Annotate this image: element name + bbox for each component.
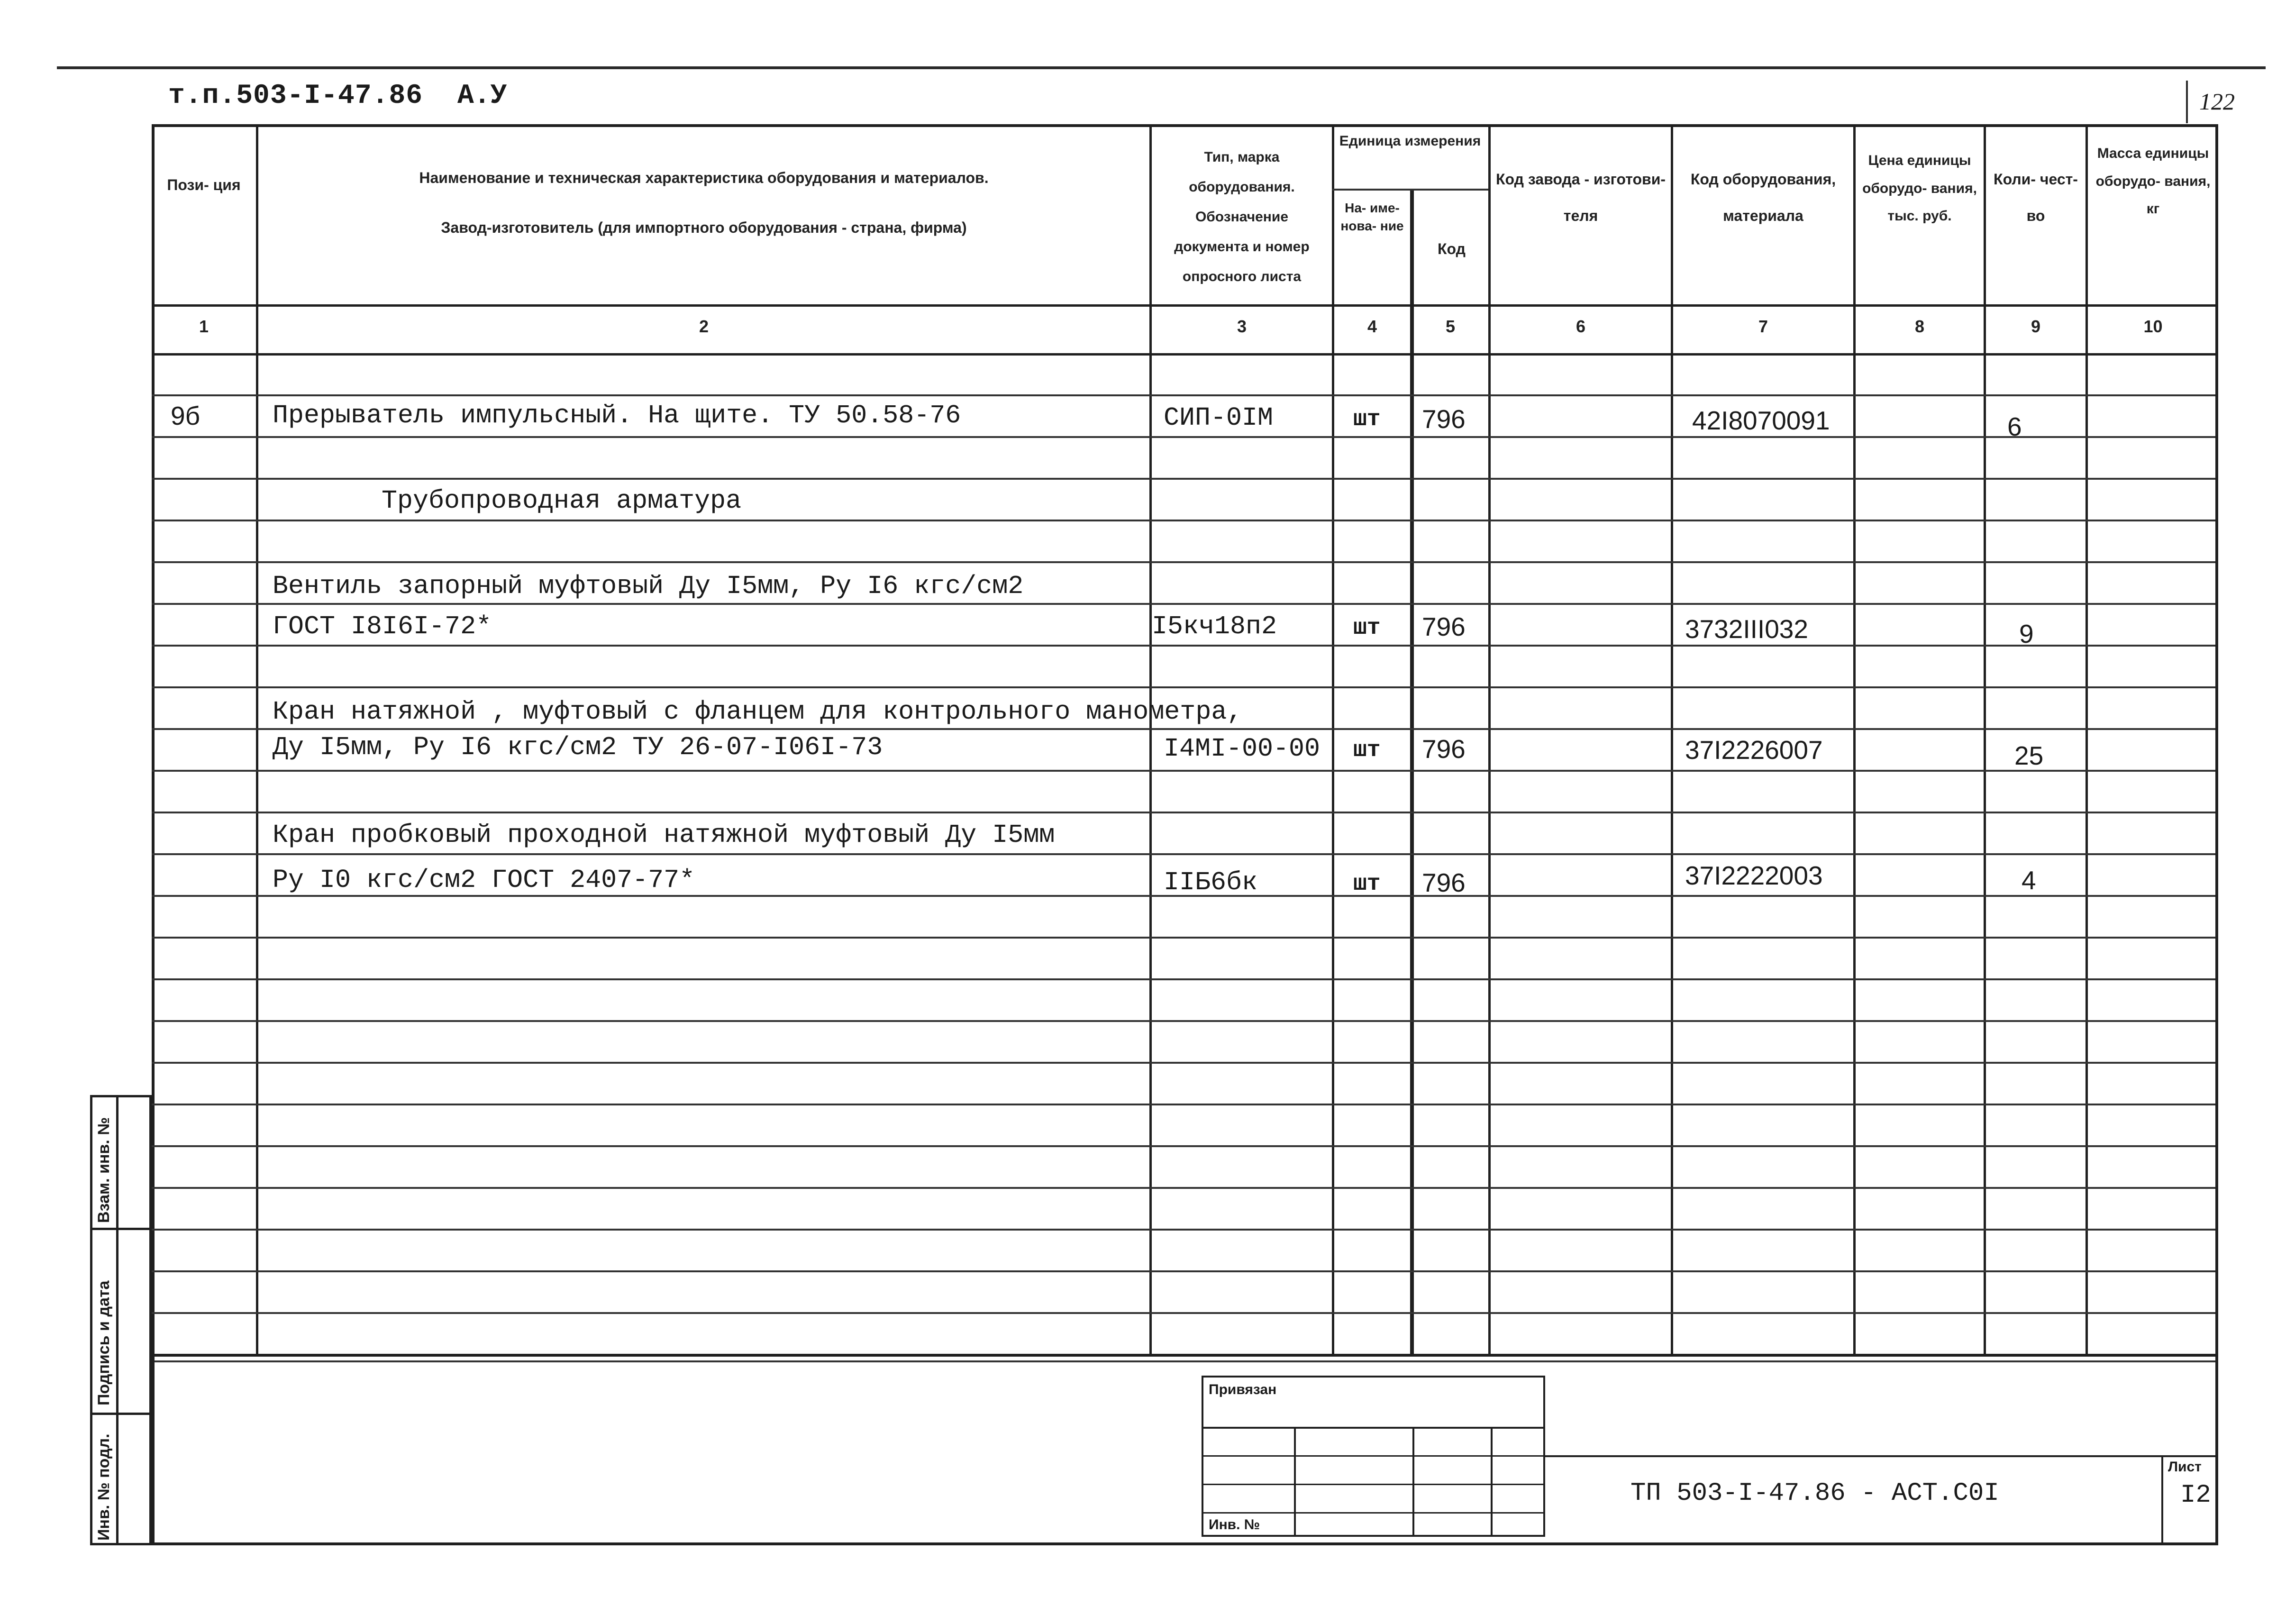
binding-stamp-line [1202, 1455, 1545, 1457]
row1-name: Прерыватель импульсный. На щите. ТУ 50.58-76 [273, 401, 961, 430]
header-position: Пози- ция [167, 176, 241, 193]
binding-stamp-line [1202, 1484, 1545, 1485]
row1-unit: шт [1353, 407, 1381, 432]
row1-unit-code: 796 [1422, 404, 1466, 434]
row4-quantity: 4 [2022, 866, 2036, 895]
row3-name-line1: Кран натяжной , муфтовый с фланцем для контрольного манометра, [273, 697, 1243, 727]
binding-stamp-line [1202, 1512, 1545, 1514]
row2-name-line1: Вентиль запорный муфтовый Ду I5мм, Ру I6 кгс/см2 [273, 571, 1024, 601]
row3-unit: шт [1353, 738, 1381, 763]
row4-name-line1: Кран пробковый проходной натяжной муфтовый Ду I5мм [273, 820, 1055, 850]
row-line [152, 645, 2218, 647]
row-line [152, 520, 2218, 521]
colnum-3: 3 [1237, 317, 1247, 336]
corner-tick [2186, 81, 2188, 123]
right-border [2215, 124, 2218, 1545]
row-line [152, 1229, 2218, 1231]
stamp-signature-date: Подпись и дата [95, 1280, 113, 1405]
binding-stamp-line [1202, 1427, 1545, 1429]
stamp-replace-inv: Взам. инв. № [95, 1117, 113, 1223]
col-divider-2 [1149, 124, 1152, 1357]
row-line [152, 728, 2218, 730]
header-material-code: Код оборудования, материала [1690, 171, 1836, 224]
left-border-lower [152, 1357, 155, 1545]
row-line [152, 686, 2218, 688]
row3-type: I4МI-00-00 [1164, 734, 1321, 764]
row-line [152, 1104, 2218, 1105]
header-unit-code: Код [1438, 240, 1466, 257]
row1-type: СИП-0IМ [1164, 403, 1274, 433]
row4-unit-code: 796 [1422, 868, 1466, 897]
row-line [152, 561, 2218, 563]
stamp-divider [90, 1228, 152, 1230]
header-name-line1: Наименование и техническая характеристика оборудования и материалов. [419, 169, 989, 186]
header-quantity: Коли- чест- во [1994, 171, 2078, 224]
row-line [152, 853, 2218, 855]
row1-quantity: 6 [2007, 412, 2022, 441]
corner-page-number: 122 [2199, 88, 2235, 115]
row-line [152, 478, 2218, 480]
colnum-8: 8 [1914, 317, 1925, 336]
col-divider-3 [1332, 124, 1334, 1357]
row2-unit-code: 796 [1422, 612, 1466, 641]
header-unit-group: Единица измерения [1339, 133, 1481, 149]
colnum-7: 7 [1758, 317, 1768, 336]
colnum-4: 4 [1367, 317, 1377, 336]
colnum-2: 2 [699, 317, 709, 336]
col-divider-8 [1984, 124, 1986, 1357]
row-line [152, 436, 2218, 438]
row2-unit: шт [1353, 615, 1381, 641]
row4-name-line2: Ру I0 кгс/см2 ГОСТ 2407-77* [273, 865, 695, 895]
col-divider-5 [1488, 124, 1491, 1357]
binding-stamp-vline [1412, 1427, 1414, 1537]
row2-name-line2: ГОСТ I8I6I-72* [273, 611, 492, 641]
row4-type: IIБ6бк [1164, 867, 1258, 897]
sheet-cell-divider [2161, 1455, 2163, 1545]
row4-unit: шт [1353, 871, 1381, 897]
header-name-line2: Завод-изготовитель (для импортного оборудования - страна, фирма) [441, 219, 967, 236]
row-line [152, 1187, 2218, 1189]
sheet-label: Лист [2168, 1459, 2202, 1475]
row-line [152, 937, 2218, 939]
colnum-1: 1 [199, 317, 209, 336]
section-title: Трубопроводная арматура [382, 486, 742, 516]
header-price: Цена единицы оборудо- вания, тыс. руб. [1862, 153, 1977, 224]
row3-quantity: 25 [2014, 741, 2044, 770]
stamp-inner-divider [116, 1095, 118, 1545]
col-divider-4 [1410, 190, 1414, 1357]
header-factory-code: Код завода - изготови- теля [1495, 171, 1666, 224]
row-line [152, 394, 2218, 396]
colnum-5: 5 [1445, 317, 1456, 336]
binding-label: Привязан [1209, 1382, 1277, 1397]
table-bottom-line [152, 1360, 2218, 1362]
stamp-original-inv: Инв. № подл. [95, 1433, 113, 1541]
header-type: Тип, марка оборудования. Обозначение документа и номер опросного листа [1174, 149, 1310, 284]
unit-group-split [1332, 189, 1488, 191]
colnum-6: 6 [1576, 317, 1586, 336]
main-stamp-top-line [1545, 1455, 2218, 1457]
row2-quantity: 9 [2019, 619, 2034, 648]
numbers-row-bottom [152, 353, 2218, 356]
bottom-border [152, 1542, 2218, 1545]
binding-stamp-vline [1294, 1427, 1296, 1537]
row-line [152, 978, 2218, 980]
stamp-divider [90, 1413, 152, 1415]
row2-type: I5кч18п2 [1152, 611, 1277, 641]
col-divider-9 [2086, 124, 2088, 1357]
row-line [152, 1312, 2218, 1314]
col-divider-7 [1853, 124, 1856, 1357]
row2-material-code: 3732III032 [1685, 614, 1808, 644]
row-line [152, 1145, 2218, 1147]
row-line [152, 1062, 2218, 1064]
sheet-designation: ТП 503-I-47.86 - АСТ.С0I [1630, 1479, 1999, 1508]
document-suffix: А.У [457, 81, 507, 111]
row-line [152, 812, 2218, 813]
sheet-number: I2 [2180, 1481, 2211, 1510]
row-line [152, 770, 2218, 772]
row3-material-code: 37I2226007 [1685, 735, 1823, 765]
row4-material-code: 37I2222003 [1685, 861, 1823, 890]
top-rule [57, 66, 2266, 69]
binding-stamp-vline [1491, 1427, 1493, 1537]
row3-unit-code: 796 [1422, 734, 1466, 764]
row1-material-code: 42I8070091 [1692, 406, 1830, 435]
colnum-9: 9 [2031, 317, 2041, 336]
inventory-label: Инв. № [1209, 1517, 1260, 1533]
row-line [152, 1020, 2218, 1022]
row1-position: 9б [171, 401, 200, 430]
document-code: т.п.503-I-47.86 [168, 81, 423, 111]
row3-name-line2: Ду I5мм, Ру I6 кгс/см2 ТУ 26-07-I06I-73 [273, 732, 883, 762]
colnum-10: 10 [2143, 317, 2163, 336]
col-divider-6 [1671, 124, 1673, 1357]
row-line [152, 603, 2218, 605]
row-line [152, 1270, 2218, 1272]
header-bottom-line [152, 304, 2218, 307]
header-unit-name: На- име- нова- ние [1340, 201, 1404, 233]
col-divider-1 [256, 124, 258, 1357]
header-mass: Масса единицы оборудо- вания, кг [2095, 146, 2211, 217]
